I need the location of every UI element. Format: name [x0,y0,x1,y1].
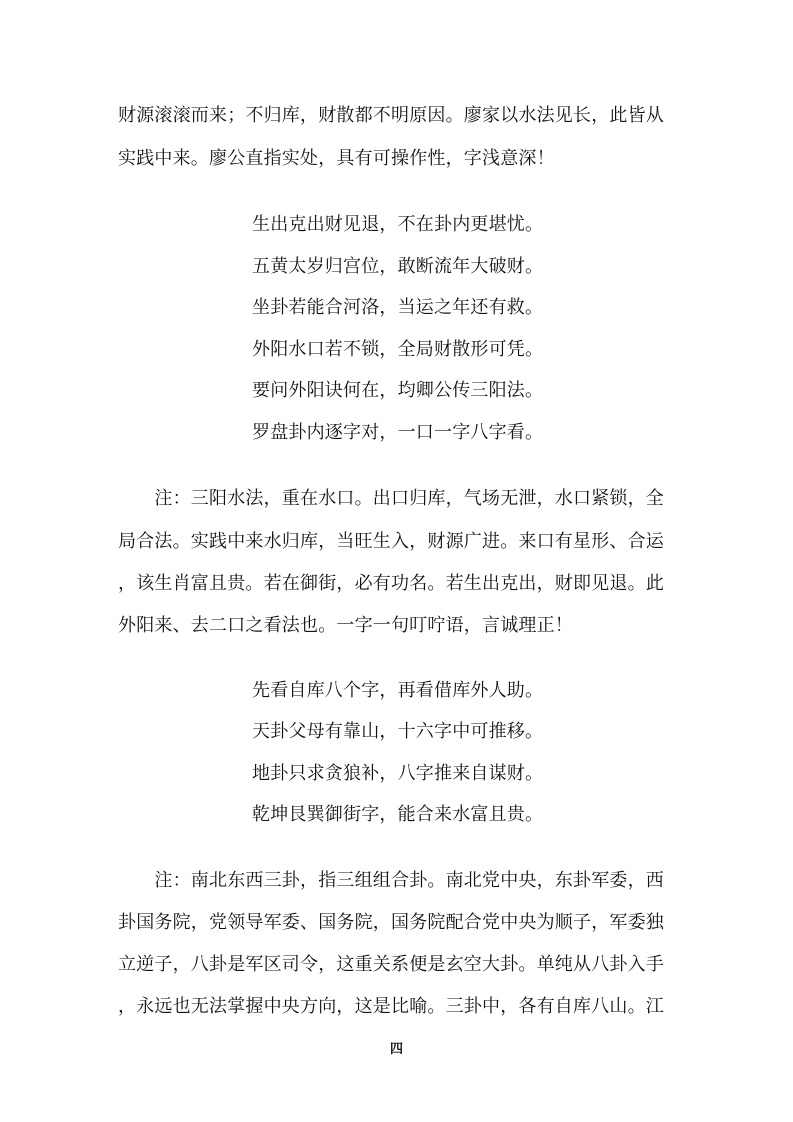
verse-line: 先看自库八个字，再看借库外人助。 [252,680,544,701]
verse-line: 地卦只求贪狼补，八字推来自谋财。 [252,763,544,784]
paragraph-line: 注：南北东西三卦，指三组组合卦。南北党中央，东卦军委，西 [118,870,664,891]
verse-line: 五黄太岁归宫位，敢断流年大破财。 [252,256,544,277]
page-number: 四 [389,1042,403,1057]
paragraph-line: 注：三阳水法，重在水口。出口归库，气场无泄，水口紧锁，全 [118,488,664,509]
paragraph-line: 立逆子，八卦是军区司令，这重关系便是玄空大卦。单纯从八卦入手 [118,954,664,975]
verse-line: 坐卦若能合河洛，当运之年还有救。 [252,297,544,318]
paragraph-line: 外阳来、去二口之看法也。一字一句叮咛语，言诚理正！ [118,615,573,636]
verse-line: 要问外阳诀何在，均卿公传三阳法。 [252,380,544,401]
verse-line: 天卦父母有靠山，十六字中可推移。 [252,721,544,742]
verse-line: 罗盘卦内逐字对，一口一字八字看。 [252,422,544,443]
paragraph-line: 局合法。实践中来水归库，当旺生入，财源广进。来口有星形、合运 [118,531,664,552]
paragraph-line: ，该生肖富且贵。若在御街，必有功名。若生出克出，财即见退。此 [118,573,664,594]
paragraph-line: 财源滚滚而来；不归库，财散都不明原因。廖家以水法见长，此皆从 [118,105,664,126]
verse-line: 生出克出财见退，不在卦内更堪忧。 [252,214,544,235]
paragraph-line: ，永远也无法掌握中央方向，这是比喻。三卦中，各有自库八山。江 [118,996,664,1017]
verse-line: 乾坤艮巽御街字，能合来水富且贵。 [252,804,544,825]
paragraph-line: 实践中来。廖公直指实处，具有可操作性，字浅意深！ [118,148,555,169]
paragraph-line: 卦国务院，党领导军委、国务院，国务院配合党中央为顺子，军委独 [118,912,664,933]
verse-line: 外阳水口若不锁，全局财散形可凭。 [252,339,544,360]
